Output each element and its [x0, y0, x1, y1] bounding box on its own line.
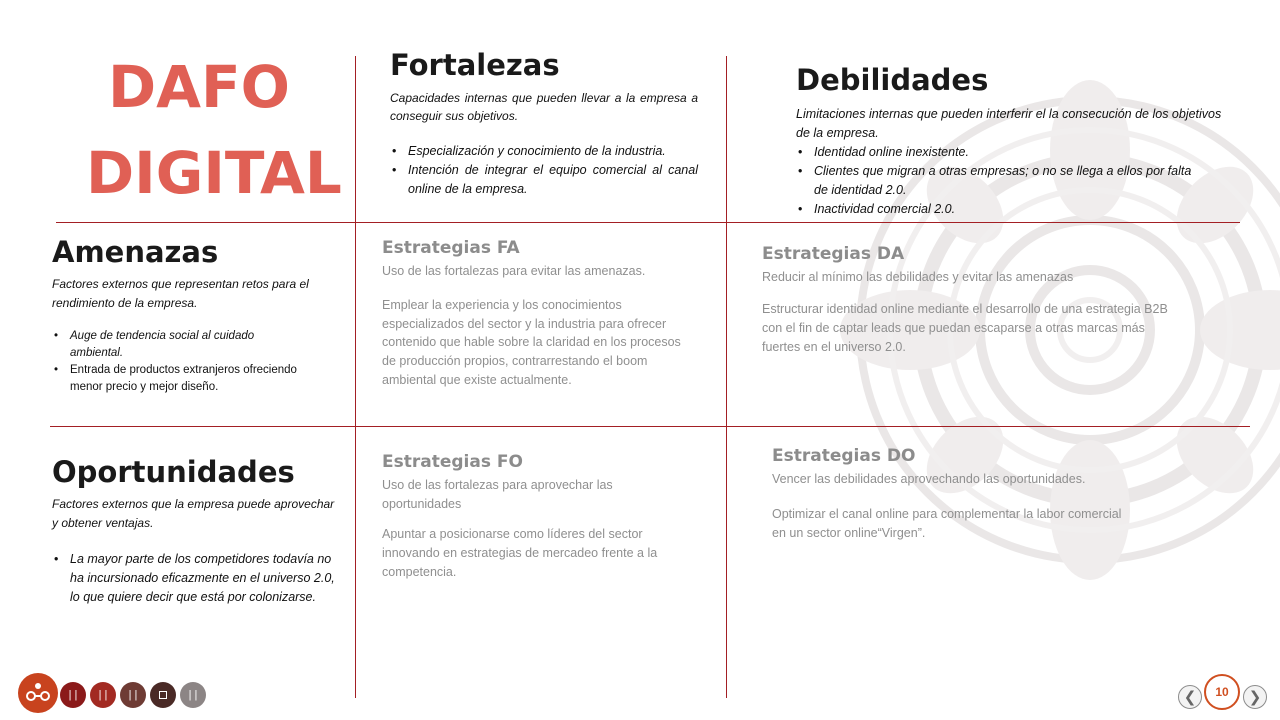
estrategias-fo-title: Estrategias FO [382, 452, 523, 472]
oportunidades-heading: Oportunidades [52, 455, 295, 489]
estrategias-da-body: Estructurar identidad online mediante el desarrollo de una estrategia B2B con el fin de captar leads que puedan escaparse a otras marcas más fuertes en el universo 2.0. [762, 302, 1168, 354]
grid-line-top [56, 222, 1240, 223]
amenazas-section [52, 237, 332, 396]
home-icon[interactable] [18, 673, 58, 713]
estrategias-fa-title: Estrategias FA [382, 238, 520, 258]
debilidades-item: • Identidad online inexistente. [796, 143, 1232, 162]
section-2-icon[interactable]: | | [90, 682, 116, 708]
section-3-icon[interactable]: | | [120, 682, 146, 708]
grid-line-left [355, 56, 356, 698]
estrategias-fo-section [382, 452, 694, 582]
amenazas-item: • Entrada de productos extranjeros ofreciendo menor precio y mejor diseño. [52, 362, 332, 396]
grid-line-right [726, 56, 727, 698]
fortalezas-item: • Intención de integrar el equipo comercial al canal online de la empresa. [390, 161, 698, 199]
section-1-icon[interactable]: | | [60, 682, 86, 708]
section-5-icon[interactable]: | | [180, 682, 206, 708]
estrategias-da-subtitle: Reducir al mínimo las debilidades y evitar las amenazas [762, 270, 1074, 284]
estrategias-fa-section [382, 238, 692, 390]
debilidades-heading: Debilidades [796, 63, 989, 97]
fortalezas-item: • Especialización y conocimiento de la industria. [390, 142, 698, 161]
estrategias-fa-subtitle: Uso de las fortalezas para evitar las amenazas. [382, 264, 646, 278]
debilidades-list [796, 143, 1232, 219]
estrategias-fo-subtitle: Uso de las fortalezas para aprovechar las oportunidades [382, 478, 613, 511]
estrategias-da-title: Estrategias DA [762, 244, 905, 264]
title-dafo: DAFO [108, 53, 290, 121]
amenazas-heading: Amenazas [52, 235, 219, 269]
amenazas-description: Factores externos que representan retos para el rendimiento de la empresa. [52, 276, 309, 310]
next-page-button[interactable]: ❯ [1243, 685, 1267, 709]
grid-line-middle [50, 426, 1250, 427]
fortalezas-list [390, 142, 698, 199]
estrategias-do-title: Estrategias DO [772, 446, 916, 466]
debilidades-item: • Clientes que migran a otras empresas; o no se llega a ellos por falta de identidad 2.0. [796, 162, 1232, 200]
oportunidades-description: Factores externos que la empresa puede aprovechar y obtener ventajas. [52, 496, 335, 530]
fortalezas-description: Capacidades internas que pueden llevar a la empresa a conseguir sus objetivos. [390, 90, 698, 123]
debilidades-item: • Inactividad comercial 2.0. [796, 200, 1232, 219]
estrategias-do-section [772, 446, 1126, 543]
section-4-icon[interactable] [150, 682, 176, 708]
amenazas-list [52, 328, 332, 396]
estrategias-da-section [762, 244, 1182, 357]
page-number: 10 [1204, 674, 1240, 710]
debilidades-section [796, 65, 1232, 219]
amenazas-item: • Auge de tendencia social al cuidado ambiental. [52, 328, 332, 362]
oportunidades-list [52, 550, 338, 607]
oportunidades-item: • La mayor parte de los competidores todavía no ha incursionado eficazmente en el universo 2.0, lo que quiere decir que está por colonizarse. [52, 550, 338, 607]
debilidades-description: Limitaciones internas que pueden interferir el la consecución de los objetivos de la empresa. [796, 106, 1222, 140]
oportunidades-section [52, 457, 338, 607]
fortalezas-section [390, 50, 698, 199]
prev-page-button[interactable]: ❮ [1178, 685, 1202, 709]
title-digital: DIGITAL [86, 139, 342, 207]
square-icon [159, 691, 167, 699]
estrategias-do-body: Optimizar el canal online para complementar la labor comercial en un sector online“Virgen”. [772, 507, 1122, 540]
estrategias-fa-body: Emplear la experiencia y los conocimientos especializados del sector y la industria para ofrecer contenido que hable sobre la claridad en los procesos de producción propios, contrarrestando el boom ambiental que existe actualmente. [382, 298, 681, 387]
fortalezas-heading: Fortalezas [390, 48, 560, 82]
estrategias-do-subtitle: Vencer las debilidades aprovechando las oportunidades. [772, 472, 1086, 486]
estrategias-fo-body: Apuntar a posicionarse como líderes del sector innovando en estrategias de mercadeo frente a la competencia. [382, 527, 658, 579]
network-icon [24, 679, 52, 707]
